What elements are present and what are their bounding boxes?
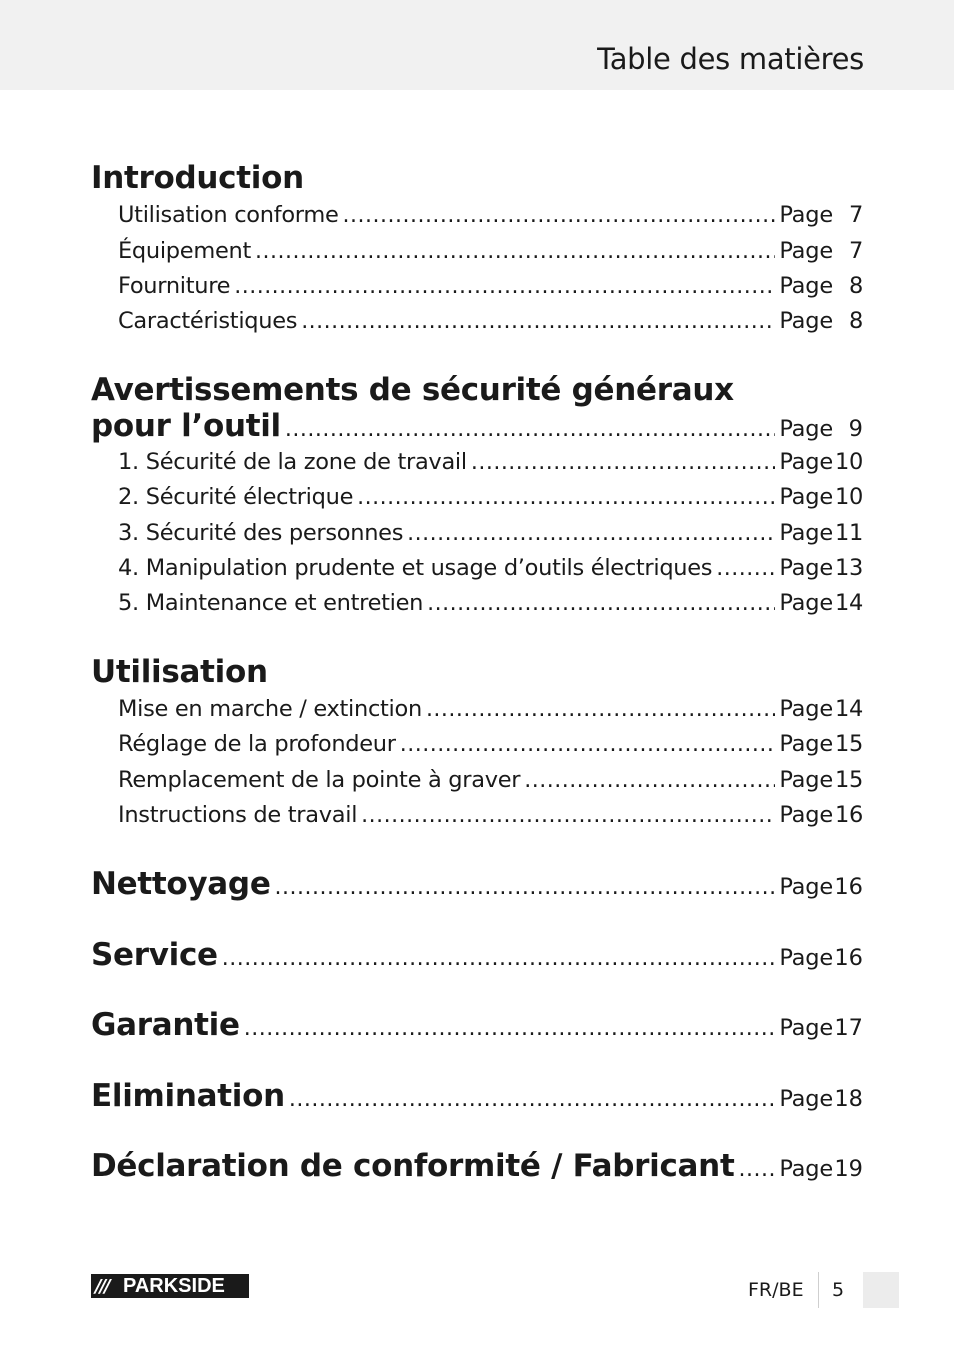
page-word: Page — [779, 1156, 833, 1182]
toc-entry-label: Fourniture — [118, 273, 231, 299]
toc-entry[interactable] — [118, 308, 863, 338]
page-word: Page — [779, 520, 833, 546]
section-title: Nettoyage — [91, 866, 271, 902]
section-title: Service — [91, 937, 218, 973]
toc-entry-label: 2. Sécurité électrique — [118, 484, 354, 510]
leader-dots — [234, 274, 775, 299]
toc-entry[interactable] — [118, 767, 863, 797]
page-number: 9 — [848, 416, 863, 442]
page-word: Page — [779, 484, 833, 510]
page-word: Page — [779, 416, 833, 442]
header-band — [0, 0, 954, 90]
toc-section-declaration[interactable] — [91, 1148, 863, 1184]
page-number: 18 — [834, 1086, 863, 1112]
toc-entry-label: Mise en marche / extinction — [118, 696, 422, 722]
page-word: Page — [779, 874, 833, 900]
page-number: 16 — [834, 945, 863, 971]
page-number: 7 — [848, 202, 863, 228]
toc-section-garantie[interactable] — [91, 1007, 863, 1043]
page-number: 10 — [834, 484, 863, 510]
section-title: Garantie — [91, 1007, 240, 1043]
leader-dots — [716, 556, 775, 581]
toc-entry-label: Utilisation conforme — [118, 202, 339, 228]
page-number: 15 — [834, 731, 863, 757]
toc-entry[interactable] — [118, 696, 863, 726]
toc-entry[interactable] — [118, 238, 863, 268]
page-word: Page — [779, 449, 833, 475]
page-number: 15 — [834, 767, 863, 793]
toc-entry[interactable] — [118, 590, 863, 620]
toc-entry-label: Équipement — [118, 238, 251, 264]
leader-dots — [244, 1016, 776, 1041]
page-word: Page — [779, 802, 833, 828]
page-word: Page — [779, 767, 833, 793]
toc-entry-label: 1. Sécurité de la zone de travail — [118, 449, 467, 475]
toc-entry-label: 4. Manipulation prudente et usage d’outils électriques — [118, 555, 713, 581]
leader-dots — [361, 803, 775, 828]
page-number: 11 — [834, 520, 863, 546]
section-title-avertissements: Avertissements de sécurité généraux — [91, 372, 734, 408]
section-title-introduction: Introduction — [91, 160, 304, 196]
language-code: FR/BE — [748, 1279, 804, 1301]
leader-dots — [407, 521, 775, 546]
leader-dots — [426, 697, 775, 722]
toc-entry[interactable] — [118, 484, 863, 514]
footer-tab-box — [863, 1272, 899, 1308]
page-number: 7 — [848, 238, 863, 264]
parkside-logo — [91, 1274, 249, 1298]
page-word: Page — [779, 1086, 833, 1112]
toc-entry-label: Caractéristiques — [118, 308, 298, 334]
toc-entry[interactable] — [118, 273, 863, 303]
section-title-avertissements-line2: pour l’outil — [91, 408, 281, 444]
leader-dots — [400, 732, 776, 757]
brand-slashes: /// — [95, 1275, 109, 1297]
page-word: Page — [779, 945, 833, 971]
toc-entry-label: Remplacement de la pointe à graver — [118, 767, 521, 793]
page-number: 14 — [834, 696, 863, 722]
toc-section-elimination[interactable] — [91, 1078, 863, 1114]
page-number: 10 — [834, 449, 863, 475]
toc-section-nettoyage[interactable] — [91, 866, 863, 902]
toc-entry-label: 5. Maintenance et entretien — [118, 590, 424, 616]
toc-section-service[interactable] — [91, 937, 863, 973]
page-number: 17 — [834, 1015, 863, 1041]
page-word: Page — [779, 555, 833, 581]
page-number: 16 — [834, 802, 863, 828]
page-word: Page — [779, 696, 833, 722]
page-number: 14 — [834, 590, 863, 616]
leader-dots — [343, 203, 776, 228]
page-word: Page — [779, 308, 833, 334]
toc-entry[interactable] — [118, 520, 863, 550]
leader-dots — [301, 309, 775, 334]
page-word: Page — [779, 1015, 833, 1041]
page-number: 16 — [834, 874, 863, 900]
leader-dots — [471, 450, 775, 475]
toc-section-heading[interactable] — [91, 408, 863, 444]
toc-entry[interactable] — [118, 202, 863, 232]
section-title-utilisation: Utilisation — [91, 654, 268, 690]
toc-entry[interactable] — [118, 731, 863, 761]
leader-dots — [222, 946, 776, 971]
leader-dots — [524, 768, 775, 793]
page-number-footer: 5 — [832, 1279, 845, 1301]
leader-dots — [357, 485, 775, 510]
leader-dots — [427, 591, 775, 616]
page-title: Table des matières — [597, 42, 864, 76]
leader-dots — [738, 1157, 775, 1182]
brand-name: PARKSIDE — [123, 1274, 225, 1297]
leader-dots — [255, 239, 775, 264]
leader-dots — [275, 875, 776, 900]
footer-divider — [818, 1272, 819, 1308]
section-title: Elimination — [91, 1078, 285, 1114]
page-word: Page — [779, 273, 833, 299]
page-word: Page — [779, 238, 833, 264]
toc-entry[interactable] — [118, 449, 863, 479]
toc-entry-label: Réglage de la profondeur — [118, 731, 396, 757]
page-word: Page — [779, 202, 833, 228]
page-number: 13 — [834, 555, 863, 581]
page-number: 8 — [848, 308, 863, 334]
page-word: Page — [779, 731, 833, 757]
leader-dots — [289, 1087, 775, 1112]
toc-entry-label: Instructions de travail — [118, 802, 358, 828]
page-word: Page — [779, 590, 833, 616]
page-number: 19 — [834, 1156, 863, 1182]
page-number: 8 — [848, 273, 863, 299]
toc-entry[interactable] — [118, 555, 863, 585]
section-title: Déclaration de conformité / Fabricant — [91, 1148, 735, 1184]
toc-entry[interactable] — [118, 802, 863, 832]
toc-entry-label: 3. Sécurité des personnes — [118, 520, 404, 546]
leader-dots — [285, 417, 775, 442]
